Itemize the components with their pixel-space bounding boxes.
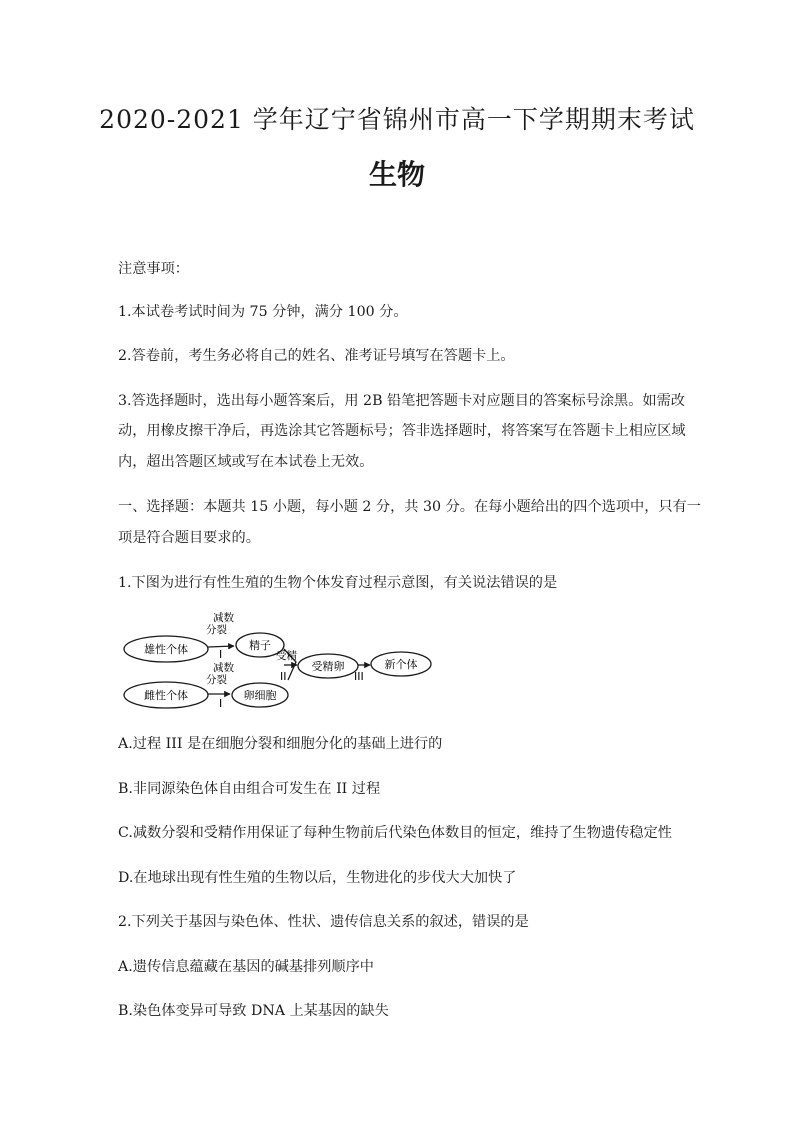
section-instructions: 项是符合题目要求的。	[118, 530, 260, 546]
step-label: I	[219, 697, 223, 710]
notice-item: 3.答选择题时，选出每小题答案后，用 2B 铅笔把答题卡对应题目的答案标号涂黑。如需改	[118, 393, 685, 409]
zygote-node	[298, 654, 358, 678]
egg-label: 卵细胞	[243, 689, 277, 702]
q1-option-a: A.过程 III 是在细胞分裂和细胞分化的基础上进行的	[118, 736, 443, 752]
fertilization-label: 受精	[276, 650, 297, 662]
notice-item: 动，用橡皮擦干净后，再选涂其它答题标号；答非选择题时，将答案写在答题卡上相应区域	[118, 423, 686, 439]
notice-item: 内，超出答题区域或写在本试卷上无效。	[118, 454, 374, 470]
subject-title: 生物	[368, 158, 425, 191]
male-label: 雄性个体	[144, 643, 188, 656]
sperm-label: 精子	[249, 639, 271, 652]
meiosis-label: 分裂	[206, 624, 227, 636]
exam-title: 2020-2021 学年辽宁省锦州市高一下学期期末考试	[99, 105, 695, 134]
arrow-male-sperm	[208, 646, 234, 647]
section-instructions: 一、选择题：本题共 15 小题，每小题 2 分，共 30 分。在每小题给出的四个选项中，只有一	[118, 499, 701, 515]
step-label: I	[219, 648, 223, 661]
meiosis-label: 分裂	[206, 674, 227, 686]
q1-option-d: D.在地球出现有性生殖的生物以后，生物进化的步伐大大加快了	[118, 870, 517, 886]
step-label: III	[354, 670, 364, 683]
notice-item: 2.答卷前，考生务必将自己的姓名、准考证号填写在答题卡上。	[118, 348, 515, 364]
female-label: 雌性个体	[144, 689, 188, 702]
reproduction-diagram	[118, 608, 448, 712]
zygote-label: 受精卵	[311, 660, 345, 673]
q1-option-b: B.非同源染色体自由组合可发生在 II 过程	[118, 781, 381, 797]
meiosis-label: 减数	[213, 662, 234, 674]
q2-option-b: B.染色体变异可导致 DNA 上某基因的缺失	[118, 1003, 389, 1019]
question-2-stem: 2.下列关于基因与染色体、性状、遗传信息关系的叙述，错误的是	[118, 914, 529, 930]
newborn-label: 新个体	[384, 658, 418, 671]
step-label: II	[280, 670, 287, 683]
male-node	[124, 636, 208, 662]
female-node	[124, 682, 208, 708]
notice-heading: 注意事项：	[118, 261, 189, 277]
meiosis-label: 减数	[213, 612, 234, 624]
question-1-stem: 1.下图为进行有性生殖的生物个体发育过程示意图，有关说法错误的是	[118, 575, 558, 591]
q1-option-c: C.减数分裂和受精作用保证了每种生物前后代染色体数目的恒定，维持了生物遗传稳定性	[118, 825, 672, 841]
q2-option-a: A.遗传信息蕴藏在基因的碱基排列顺序中	[118, 959, 374, 975]
egg-node	[232, 683, 288, 707]
newborn-node	[371, 652, 431, 676]
notice-item: 1.本试卷考试时间为 75 分钟，满分 100 分。	[118, 304, 408, 320]
